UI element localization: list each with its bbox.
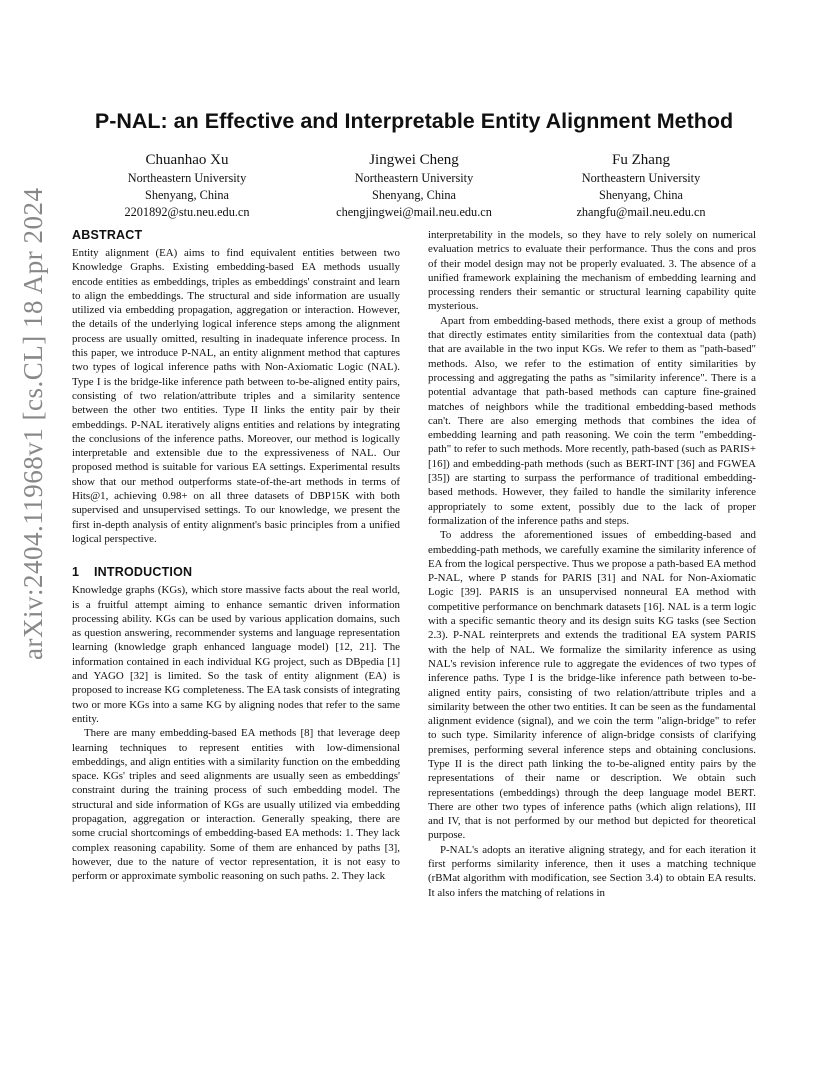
right-column [428, 228, 756, 900]
intro-paragraph-1: Knowledge graphs (KGs), which store massive facts about the real world, is a fruitful attempt aiming to enhance semantic driven information processing ability. KGs can be used by various application domains, such as question answering, recommender systems and language representation learning (knowledge graph enhanced language model) [12, 21]. The information contained in each individual KG project, such as DBpedia [1] and YAGO [32] is limited. So the task of entity alignment (EA) is proposed to increase KG completeness. The EA task consists of integrating two or more KGs into a same KG by aligning nodes that refer to the same entity. [72, 584, 400, 725]
right-paragraph-3: To address the aforementioned issues of embedding-based and embedding-path methods, we carefully examine the similarity inference of EA from the logical perspective. Thus we propose a path-based EA method P-NAL, where P stands for PARIS [31] and NAL for Non-Axiomatic Logic [39]. PARIS is an unsupervised nonneural EA method with competitive performance on benchmark datasets [16]. NAL is a term logic with a specific semantic theory and its design suits KG tasks (see Section 2.3). P-NAL reinterprets and extends the traditional EA system PARIS with the help of NAL. We formalize the similarity inference as using NAL's revision inference rule to aggregate the evidences of two types of inference paths. Type I is the bridge-like inference path between to-be-aligned entity pairs, consisting of two relation/attribute triples and a similarity between the other two entities. It can be seen as the fundamental alignment evidence (signal), and we coin the term "align-bridge" to refer to such type. Similarity inference of align-bridge consists of clarifying premises, performing several inference steps and obtaining conclusions. Type II is the direct path linking the to-be-aligned entity pairs by the representations of their name or description. We obtain such representations (embeddings) through the deep language model BERT. There are other two types of inference paths (which align relations), III and IV, that is not performed by our method but depicted for theoretical purpose. [428, 529, 756, 842]
author-1 [74, 150, 300, 221]
right-paragraph-4: P-NAL's adopts an iterative aligning strategy, and for each iteration it first performs similarity inference, then it uses a matching technique (rBMat algorithm with modification, see Section 3.4) to obtain EA results. It also infers the matching of relations in [428, 843, 756, 899]
intro-paragraph-2: There are many embedding-based EA methods [8] that leverage deep learning techniques to represent entities with low-dimensional embeddings, and align entities with a similarity function on the embedding space. KGs' triples and seed alignments are usually seen as embeddings' constraint during the training process of such embedding model. The structural and side information of KGs are usually utilized via embedding propagation, aggregation or interaction. Generally speaking, there are some crucial shortcomings of embedding-based EA methods: 1. They lack complex reasoning capability. Some of them are enhanced by paths [3], however, due to the nature of vector representation, it is not easy to perform or approximate symbolic reasoning on such paths. 2. They lack [72, 727, 400, 883]
author-name: Chuanhao Xu [145, 152, 229, 168]
author-affiliation: Northeastern University [581, 171, 701, 185]
left-column [72, 228, 400, 883]
author-location: Shenyang, China [598, 188, 684, 202]
abstract-heading: ABSTRACT [72, 228, 143, 242]
author-2 [301, 150, 527, 221]
author-location: Shenyang, China [371, 188, 457, 202]
arxiv-stamp: arXiv:2404.11968v1 [cs.CL] 18 Apr 2024 [18, 187, 48, 660]
author-name: Jingwei Cheng [369, 152, 459, 168]
author-affiliation: Northeastern University [127, 171, 247, 185]
author-block [74, 150, 754, 221]
author-name: Fu Zhang [612, 152, 670, 168]
author-location: Shenyang, China [144, 188, 230, 202]
abstract-text: Entity alignment (EA) aims to find equivalent entities between two Knowledge Graphs. Existing embedding-based EA methods usually encode entities as embeddings, triples as embeddings' constraint and learn to align the embeddings. The structural and side information are usually utilized via embedding propagation, aggregation or interaction. However, the details of the underlying logical inference steps among the alignment process are usually omitted, resulting in inadequate inference process. In this paper, we introduce P-NAL, an entity alignment method that captures two types of logical inference paths with Non-Axiomatic Logic (NAL). Type I is the bridge-like inference path between to-be-aligned entity pairs, consisting of two relation/attribute triples and a similarity sentence between the other two entities. Type II links the entity pair by their embeddings. P-NAL iteratively aligns entities and relations by integrating the conclusions of the inference paths. Moreover, our method is logically interpretable and extensible due to the expressiveness of NAL. Our proposed method is suitable for various EA settings. Experimental results show that our method outperforms state-of-the-art methods in terms of Hits@1, achieving 0.98+ on all three datasets of DBP15K with both supervised and unsupervised settings. To our knowledge, we present the first in-depth analysis of entity alignment's basic principles from a unified logical perspective. [72, 247, 400, 545]
author-3 [528, 150, 754, 221]
author-email: 2201892@stu.neu.edu.cn [124, 205, 250, 219]
section-title: INTRODUCTION [94, 565, 193, 580]
author-email: zhangfu@mail.neu.edu.cn [576, 205, 706, 219]
author-affiliation: Northeastern University [354, 171, 474, 185]
right-paragraph-1: interpretability in the models, so they have to rely solely on numerical evaluation metrics to evaluate their performance. Thus the cons and pros of their model design may not be properly evaluated. 3. The absence of a unified framework explaining the mechanism of embedding learning and processing renders their semantic or structural learning capability quite mysterious. [428, 229, 756, 313]
introduction-heading [72, 565, 400, 579]
paper-title: P-NAL: an Effective and Interpretable Entity Alignment Method [94, 109, 734, 133]
right-paragraph-2: Apart from embedding-based methods, there exist a group of methods that directly estimates entity similarities from the contextual data (path) that are available in the two input KGs. We refer to them as "path-based" methods. Also, we refer to the estimation of entity similarities by processing and aggregating the paths as "similarity inference". There is a potential advantage that path-based methods can capture fine-grained matches of neighbors while the traditional embedding-based methods can't. There are also emerging methods that combines the idea of embedding learning and path reasoning. We coin the term "embedding-path" to refer to such methods. More recently, path-based (such as PARIS+ [16]) and embedding-path methods (such as BERT-INT [36] and FGWEA [35]) are starting to surpass the performance of traditional embedding-based methods. However, they failed to handle the similarity inference appropriately to some extent, possibly due to the lack of proper formalization of the inference paths and steps. [428, 314, 756, 527]
section-number: 1 [72, 565, 80, 580]
author-email: chengjingwei@mail.neu.edu.cn [336, 205, 492, 219]
